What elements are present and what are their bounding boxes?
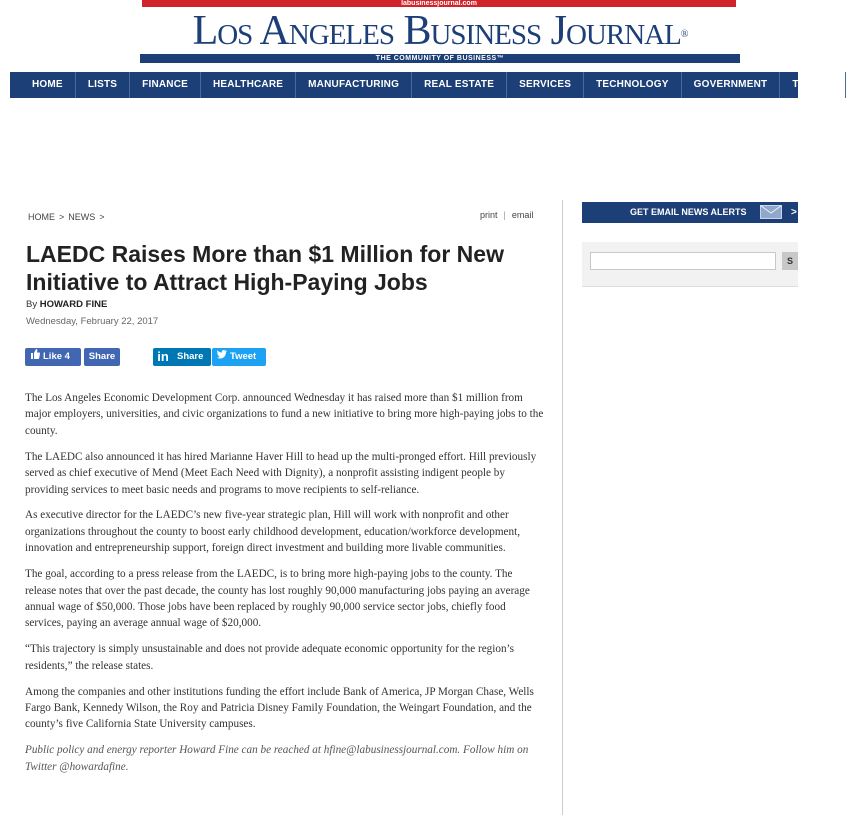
article-body [25,390,545,785]
linkedin-icon: in [157,349,169,364]
share-bar [25,348,285,366]
email-alerts-button[interactable] [582,202,798,223]
author-note: Public policy and energy reporter Howard Fine can be reached at hfine@labusinessjournal.com. Follow him on Twitter @howardafine. [25,744,529,773]
byline [26,299,107,310]
article-headline: LAEDC Raises More than $1 Million for New Initiative to Attract High-Paying Jobs [26,241,504,295]
email-alerts-label: GET EMAIL NEWS ALERTS [630,207,747,217]
nav-item-real-estate[interactable]: REAL ESTATE [412,72,507,98]
breadcrumb-news[interactable]: NEWS [68,212,96,222]
facebook-like-button[interactable] [25,348,81,366]
linkedin-share-label: Share [177,351,204,362]
article-paragraph: The Los Angeles Economic Development Corp. announced Wednesday it has raised more than $1 million from major employers, universities, and civic organizations to fund a new initiative to bring more high-paying jobs to the county. [25,392,544,437]
tools-separator: | [503,210,506,220]
byline-prefix: By [26,299,38,310]
article-paragraph: Among the companies and other institutions funding the effort include Bank of America, JP Morgan Chase, Wells Fargo Bank, Kennedy Wilson, the Roy and Patricia Disney Family Foundation, the Weingart Foundation, and the county’s five California State University campuses. [25,685,534,731]
column-divider [562,200,563,815]
site-tagline: THE COMMUNITY OF BUSINESS™ [140,54,740,63]
facebook-share-button[interactable]: Share [84,348,120,366]
thumbs-up-icon [30,348,40,366]
article-paragraph: The LAEDC also announced it has hired Marianne Haver Hill to head up the multi-pronged effort. Hill previously served as chief executive of Mend (Meet Each Need with Dignity), a nonprofit assisting indigent people by providing services to meet basic needs and programs to move recipients to self-reliance. [25,450,537,496]
tweet-button[interactable] [212,348,266,366]
breadcrumb-home[interactable]: HOME [28,212,55,222]
search-input[interactable] [590,252,776,270]
breadcrumb [28,212,109,222]
email-link[interactable]: email [511,210,534,220]
sidebar-search [582,242,798,287]
main-nav [10,72,833,98]
envelope-icon [760,205,782,219]
nav-item-services[interactable]: SERVICES [507,72,584,98]
nav-item-home[interactable]: HOME [10,72,76,98]
site-logo[interactable] [140,8,740,54]
site-url[interactable]: labusinessjournal.com [142,0,736,7]
masthead [0,0,798,70]
search-button[interactable]: S [782,252,798,270]
nav-item-finance[interactable]: FINANCE [130,72,201,98]
nav-item-healthcare[interactable]: HEALTHCARE [201,72,296,98]
breadcrumb-separator: > [99,212,105,222]
registered-mark: ® [680,29,688,40]
article-paragraph: “This trajectory is simply unsustainable and does not provide adequate economic opportunity for the region’s residents,” the release states. [25,643,515,672]
logo-text: Los Angeles Business Journal [192,8,681,54]
article-paragraph: As executive director for the LAEDC’s new five-year strategic plan, Hill will work with nonprofit and other organizations throughout the county to boost early childhood development, education/workforce development, innovation and entrepreneurship support, foreign direct investment and building more livable communities. [25,509,521,555]
nav-item-travel[interactable]: TRAVEL [780,72,845,98]
linkedin-share-button[interactable] [153,348,211,366]
print-link[interactable]: print [480,210,498,220]
nav-item-manufacturing[interactable]: MANUFACTURING [296,72,412,98]
nav-item-technology[interactable]: TECHNOLOGY [584,72,682,98]
author-name[interactable]: HOWARD FINE [39,299,108,310]
like-label: Like 4 [43,351,70,362]
chevron-right-icon: > [791,207,797,218]
article-paragraph: The goal, according to a press release from the LAEDC, is to bring more high-paying jobs to the county. The release notes that over the past decade, the county has lost roughly 90,000 manufacturing jobs paying an average annual wage of $50,000. Those jobs have been replaced by roughly 90,000 service sector jobs, chiefly food services, paying an average annual wage of $20,000. [25,568,530,630]
article-tools [480,210,533,220]
nav-item-government[interactable]: GOVERNMENT [682,72,781,98]
publish-date: Wednesday, February 22, 2017 [26,316,159,327]
breadcrumb-separator: > [59,212,65,222]
twitter-bird-icon [217,348,227,366]
tweet-label: Tweet [230,351,257,362]
nav-item-lists[interactable]: LISTS [76,72,130,98]
